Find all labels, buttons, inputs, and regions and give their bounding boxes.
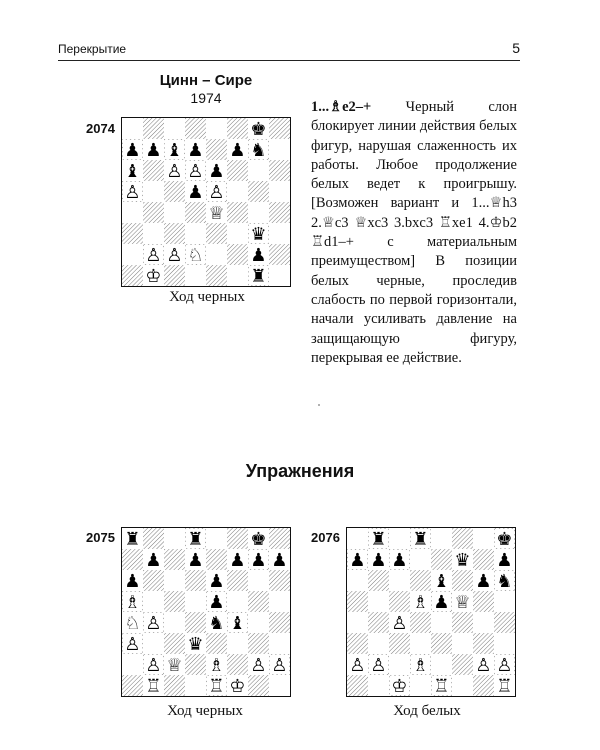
light-square [143, 591, 164, 612]
dark-square [452, 570, 473, 591]
light-square [389, 570, 410, 591]
white-pawn-icon: ♙ [145, 613, 162, 634]
white-pawn-icon: ♙ [250, 655, 267, 676]
dark-square [389, 591, 410, 612]
diagram-caption: Ход белых [393, 703, 461, 719]
dark-square [164, 675, 185, 696]
dark-square [227, 654, 248, 675]
diagram-number: 2075 [86, 530, 115, 545]
dark-square [164, 591, 185, 612]
light-square [206, 528, 227, 549]
black-king-icon: ♚ [250, 119, 267, 140]
black-pawn-icon: ♟ [229, 550, 246, 571]
black-pawn-icon: ♟ [124, 571, 141, 592]
white-pawn-icon: ♙ [166, 161, 183, 182]
white-pawn-icon: ♙ [124, 182, 141, 203]
light-square [185, 265, 206, 286]
light-square [410, 633, 431, 654]
dark-square [143, 528, 164, 549]
dark-square [431, 549, 452, 570]
white-bishop-icon: ♗ [124, 592, 141, 613]
white-king-icon: ♔ [145, 266, 162, 286]
white-pawn-icon: ♙ [124, 634, 141, 655]
page-header [58, 38, 520, 61]
dark-square [473, 675, 494, 696]
white-queen-icon: ♕ [166, 655, 183, 676]
dark-square [122, 265, 143, 286]
dark-square [473, 549, 494, 570]
black-pawn-icon: ♟ [433, 592, 450, 613]
dark-square [206, 139, 227, 160]
board-svg [122, 528, 290, 696]
black-pawn-icon: ♟ [271, 550, 288, 571]
white-queen-icon: ♕ [454, 592, 471, 613]
black-rook-icon: ♜ [124, 529, 141, 550]
black-bishop-icon: ♝ [229, 613, 246, 634]
black-bishop-icon: ♝ [433, 571, 450, 592]
dark-square [452, 528, 473, 549]
dark-square [248, 181, 269, 202]
black-queen-icon: ♛ [187, 634, 204, 655]
dark-square [248, 591, 269, 612]
dark-square [227, 202, 248, 223]
dark-square [389, 633, 410, 654]
dark-square [185, 118, 206, 139]
light-square [206, 118, 227, 139]
light-square [122, 202, 143, 223]
light-square [164, 612, 185, 633]
light-square [143, 223, 164, 244]
light-square [227, 591, 248, 612]
dark-square [269, 570, 290, 591]
black-knight-icon: ♞ [496, 571, 513, 592]
running-title: Перекрытие [58, 42, 127, 56]
light-square [269, 181, 290, 202]
white-bishop-icon: ♗ [208, 655, 225, 676]
board-svg [122, 118, 290, 286]
white-king-icon: ♔ [391, 676, 408, 696]
black-pawn-icon: ♟ [208, 161, 225, 182]
dark-square [368, 570, 389, 591]
light-square [164, 528, 185, 549]
dark-square [185, 654, 206, 675]
light-square [431, 654, 452, 675]
dark-square [206, 549, 227, 570]
light-square [269, 265, 290, 286]
diagram-number: 2076 [311, 530, 340, 545]
white-pawn-icon: ♙ [391, 613, 408, 634]
dark-square [368, 612, 389, 633]
commentary-text: Черный слон блокирует линии действия белых фигур, нарушая слаженность их работы. Любое продолжение белых ведет к проигрышу. [Возможен вариант и 1...♕h3 2.♕c3 ♕xc3 3.bxc3 ♖xe1 4.♔b2 ♖d1–+ с материальным преимуществом] В позиции белых черные, проследив слабость по первой горизонтали, начали усиливать давление на защищающую фигуру, перекрывая ее действие. [311, 99, 517, 366]
black-king-icon: ♚ [496, 529, 513, 550]
dark-square [164, 223, 185, 244]
light-square [389, 528, 410, 549]
light-square [494, 591, 515, 612]
light-square [431, 528, 452, 549]
black-pawn-icon: ♟ [187, 140, 204, 161]
dark-square [143, 570, 164, 591]
dark-square [269, 612, 290, 633]
commentary [311, 98, 517, 368]
dark-square [206, 265, 227, 286]
move-notation: 1...♗e2–+ [311, 99, 372, 115]
dark-square [164, 633, 185, 654]
dark-square [143, 160, 164, 181]
black-rook-icon: ♜ [187, 529, 204, 550]
light-square [452, 675, 473, 696]
black-pawn-icon: ♟ [229, 140, 246, 161]
white-pawn-icon: ♙ [166, 245, 183, 266]
black-pawn-icon: ♟ [349, 550, 366, 571]
board-svg [347, 528, 515, 696]
dark-square [269, 160, 290, 181]
white-queen-icon: ♕ [208, 203, 225, 224]
dark-square [227, 570, 248, 591]
game-year: 1974 [190, 90, 222, 106]
light-square [164, 118, 185, 139]
dark-square [122, 549, 143, 570]
dark-square [248, 675, 269, 696]
light-square [122, 654, 143, 675]
light-square [347, 528, 368, 549]
light-square [368, 591, 389, 612]
dark-square [452, 654, 473, 675]
white-rook-icon: ♖ [145, 676, 162, 696]
section-title: Упражнения [245, 461, 355, 481]
dark-square [185, 612, 206, 633]
white-pawn-icon: ♙ [475, 655, 492, 676]
black-pawn-icon: ♟ [250, 245, 267, 266]
dark-square [206, 633, 227, 654]
light-square [431, 612, 452, 633]
black-pawn-icon: ♟ [475, 571, 492, 592]
black-pawn-icon: ♟ [187, 550, 204, 571]
light-square [368, 633, 389, 654]
dark-square [494, 612, 515, 633]
black-king-icon: ♚ [250, 529, 267, 550]
diagram-caption: Ход черных [169, 289, 245, 305]
white-rook-icon: ♖ [433, 676, 450, 696]
dark-square [410, 570, 431, 591]
light-square [494, 633, 515, 654]
white-pawn-icon: ♙ [145, 655, 162, 676]
light-square [143, 181, 164, 202]
light-square [410, 549, 431, 570]
white-knight-icon: ♘ [187, 245, 204, 266]
light-square [185, 591, 206, 612]
dark-square [347, 591, 368, 612]
black-pawn-icon: ♟ [124, 140, 141, 161]
light-square [248, 202, 269, 223]
black-knight-icon: ♞ [208, 613, 225, 634]
dark-square [122, 223, 143, 244]
dark-square [347, 633, 368, 654]
white-bishop-icon: ♗ [412, 655, 429, 676]
light-square [452, 633, 473, 654]
light-square [347, 570, 368, 591]
dark-square [431, 633, 452, 654]
dark-square [473, 591, 494, 612]
black-rook-icon: ♜ [412, 529, 429, 550]
black-pawn-icon: ♟ [208, 592, 225, 613]
dark-square [122, 675, 143, 696]
dark-square [410, 612, 431, 633]
dark-square [164, 549, 185, 570]
dark-square [452, 612, 473, 633]
light-square [227, 633, 248, 654]
dark-square [248, 633, 269, 654]
light-square [410, 675, 431, 696]
white-rook-icon: ♖ [496, 676, 513, 696]
black-rook-icon: ♜ [250, 266, 267, 286]
dark-square [206, 223, 227, 244]
light-square [248, 570, 269, 591]
light-square [473, 612, 494, 633]
black-bishop-icon: ♝ [124, 161, 141, 182]
dark-square [227, 118, 248, 139]
white-pawn-icon: ♙ [208, 182, 225, 203]
dark-square [269, 118, 290, 139]
light-square [206, 244, 227, 265]
chess-diagram-board [121, 117, 291, 287]
light-square [269, 591, 290, 612]
light-square [269, 675, 290, 696]
light-square [368, 675, 389, 696]
light-square [269, 139, 290, 160]
white-pawn-icon: ♙ [271, 655, 288, 676]
white-pawn-icon: ♙ [187, 161, 204, 182]
light-square [227, 181, 248, 202]
dark-square [269, 202, 290, 223]
light-square [122, 244, 143, 265]
black-pawn-icon: ♟ [250, 550, 267, 571]
game-players: Цинн – Сире [159, 72, 253, 89]
diagram-caption: Ход черных [167, 703, 243, 719]
light-square [164, 570, 185, 591]
light-square [347, 612, 368, 633]
white-pawn-icon: ♙ [349, 655, 366, 676]
black-queen-icon: ♛ [454, 550, 471, 571]
light-square [227, 223, 248, 244]
dark-square [227, 528, 248, 549]
print-speck [318, 404, 320, 406]
dark-square [473, 633, 494, 654]
light-square [164, 202, 185, 223]
chess-diagram-board [346, 527, 516, 697]
dark-square [269, 244, 290, 265]
black-pawn-icon: ♟ [370, 550, 387, 571]
black-pawn-icon: ♟ [496, 550, 513, 571]
black-pawn-icon: ♟ [208, 571, 225, 592]
white-king-icon: ♔ [229, 676, 246, 696]
light-square [122, 118, 143, 139]
dark-square [269, 528, 290, 549]
dark-square [185, 570, 206, 591]
dark-square [227, 160, 248, 181]
dark-square [143, 118, 164, 139]
white-knight-icon: ♘ [124, 613, 141, 634]
black-rook-icon: ♜ [370, 529, 387, 550]
black-pawn-icon: ♟ [145, 140, 162, 161]
black-pawn-icon: ♟ [187, 182, 204, 203]
light-square [227, 265, 248, 286]
light-square [248, 160, 269, 181]
dark-square [164, 265, 185, 286]
white-pawn-icon: ♙ [496, 655, 513, 676]
light-square [143, 633, 164, 654]
black-knight-icon: ♞ [250, 140, 267, 161]
light-square [389, 654, 410, 675]
dark-square [185, 202, 206, 223]
diagram-number: 2074 [86, 121, 115, 136]
page-number: 5 [512, 40, 520, 56]
black-pawn-icon: ♟ [145, 550, 162, 571]
dark-square [227, 244, 248, 265]
light-square [269, 633, 290, 654]
light-square [248, 612, 269, 633]
white-bishop-icon: ♗ [412, 592, 429, 613]
light-square [185, 223, 206, 244]
white-pawn-icon: ♙ [145, 245, 162, 266]
dark-square [143, 202, 164, 223]
dark-square [347, 675, 368, 696]
black-bishop-icon: ♝ [166, 140, 183, 161]
chess-diagram-board [121, 527, 291, 697]
white-pawn-icon: ♙ [370, 655, 387, 676]
light-square [269, 223, 290, 244]
white-rook-icon: ♖ [208, 676, 225, 696]
light-square [473, 528, 494, 549]
dark-square [164, 181, 185, 202]
light-square [185, 675, 206, 696]
black-pawn-icon: ♟ [391, 550, 408, 571]
black-queen-icon: ♛ [250, 224, 267, 245]
